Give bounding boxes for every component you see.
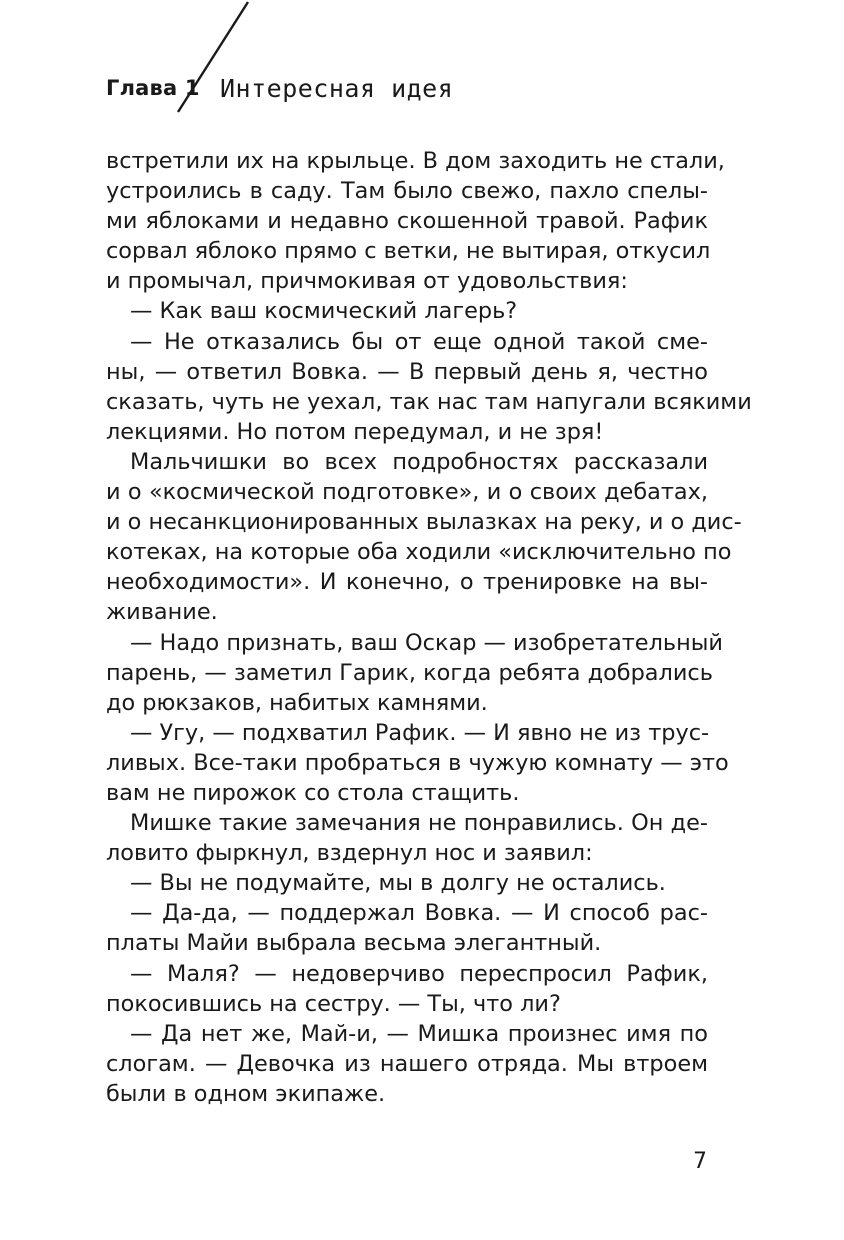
chapter-title: Интересная идея [220,74,454,103]
text-line: котеках, на которые оба ходили «исключительно по [106,539,732,566]
text-line: ми яблоками и недавно скошенной травой. Рафик [106,208,708,235]
text-line: и о «космической подготовке», и о своих дебатах, [106,479,708,506]
text-line: ны, — ответил Вовка. — В первый день я, честно [106,358,708,385]
text-line: и о несанкционированных вылазках на реку, и о дис- [106,509,742,536]
text-line: — Угу, — подхватил Рафик. — И явно не из трус- [130,719,710,746]
text-line: необходимости». И конечно, о тренировке на вы- [106,569,708,596]
text-line: сорвал яблоко прямо с ветки, не вытирая, откусил [106,238,711,265]
text-line: живание. [106,599,218,626]
text-line: до рюкзаков, набитых камнями. [106,689,488,716]
text-line: — Как ваш космический лагерь? [130,298,518,325]
text-line: сказать, чуть не уехал, так нас там напугали всякими [106,388,752,415]
text-line: — Надо признать, ваш Оскар — изобретательный [130,629,723,656]
text-line: Мишке такие замечания не понравились. Он де- [130,810,708,837]
text-line: слогам. — Девочка из нашего отряда. Мы втроем [106,1050,708,1077]
page-header [0,0,844,120]
text-line: парень, — заметил Гарик, когда ребята добрались [106,659,713,686]
text-line: — Вы не подумайте, мы в долгу не остались. [130,870,666,897]
page-number: 7 [693,1149,707,1174]
text-line: были в одном экипаже. [106,1080,386,1107]
text-line: — Маля? — недоверчиво переспросил Рафик, [130,960,708,987]
text-line: встретили их на крыльце. В дом заходить не стали, [106,148,725,174]
text-line: — Да нет же, Май-и, — Мишка произнес имя по [130,1020,708,1047]
text-line: вам не пирожок со стола стащить. [106,779,520,806]
text-line: ловито фыркнул, вздернул нос и заявил: [106,840,593,867]
text-line: и промычал, причмокивая от удовольствия: [106,268,628,295]
body-text [106,146,752,1109]
text-line: — Да-да, — поддержал Вовка. — И способ рас- [130,900,708,927]
text-line: ливых. Все-таки пробраться в чужую комнату — это [106,749,729,776]
text-line: устроились в саду. Там было свежо, пахло спелы- [106,178,708,205]
text-line: — Не отказались бы от еще одной такой сме- [130,328,708,355]
chapter-label: Глава 1 [106,76,200,100]
text-line: Мальчишки во всех подробностях рассказали [130,448,708,475]
text-line: платы Майи выбрала весьма элегантный. [106,930,602,957]
text-line: покосившись на сестру. — Ты, что ли? [106,990,561,1017]
text-line: лекциями. Но потом передумал, и не зря! [106,418,604,445]
